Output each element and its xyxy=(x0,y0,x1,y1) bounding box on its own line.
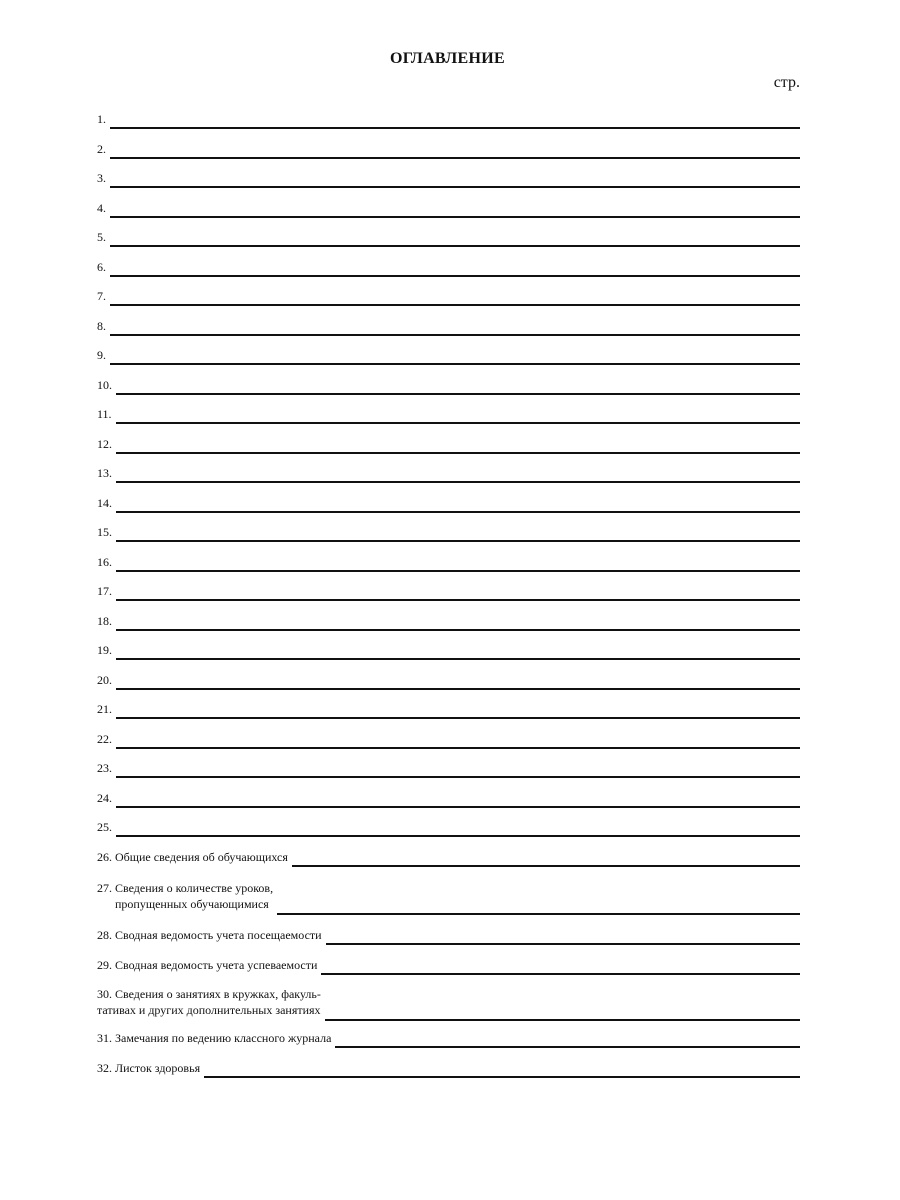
section-title: 31. Замечания по ведению классного журнала xyxy=(97,1031,332,1045)
toc-fill-line[interactable] xyxy=(326,943,800,945)
toc-section-30 xyxy=(97,986,800,1018)
toc-fill-line[interactable] xyxy=(116,688,800,690)
toc-row xyxy=(97,555,800,569)
toc-fill-line[interactable] xyxy=(116,806,800,808)
toc-row-number: 19. xyxy=(97,643,112,657)
toc-section-31 xyxy=(97,1031,800,1045)
toc-row xyxy=(97,584,800,598)
toc-row xyxy=(97,525,800,539)
toc-fill-line[interactable] xyxy=(325,1019,800,1021)
toc-fill-line[interactable] xyxy=(116,511,800,513)
toc-fill-line[interactable] xyxy=(277,913,800,915)
toc-fill-line[interactable] xyxy=(110,363,800,365)
toc-fill-line[interactable] xyxy=(321,973,800,975)
section-title-line1: 27. Сведения о количестве уроков, xyxy=(97,881,274,895)
section-title-line2: пропущенных обучающимися xyxy=(115,897,269,911)
section-title: 28. Сводная ведомость учета посещаемости xyxy=(97,928,322,942)
toc-fill-line[interactable] xyxy=(116,393,800,395)
toc-row-number: 18. xyxy=(97,614,112,628)
toc-row-number: 5. xyxy=(97,230,106,244)
toc-section-29 xyxy=(97,958,800,972)
toc-row-number: 13. xyxy=(97,466,112,480)
toc-fill-line[interactable] xyxy=(116,717,800,719)
toc-row-number: 24. xyxy=(97,791,112,805)
toc-row xyxy=(97,230,800,244)
toc-row xyxy=(97,643,800,657)
toc-row-number: 20. xyxy=(97,673,112,687)
toc-fill-line[interactable] xyxy=(116,540,800,542)
toc-row-number: 25. xyxy=(97,820,112,834)
toc-fill-line[interactable] xyxy=(110,157,800,159)
toc-row-number: 1. xyxy=(97,112,106,126)
page-column-label: стр. xyxy=(773,74,800,91)
toc-row-number: 6. xyxy=(97,260,106,274)
toc-row-number: 9. xyxy=(97,348,106,362)
toc-fill-line[interactable] xyxy=(116,747,800,749)
toc-fill-line[interactable] xyxy=(110,275,800,277)
section-title xyxy=(97,986,325,1018)
page-title: ОГЛАВЛЕНИЕ xyxy=(390,50,505,67)
toc-row-number: 15. xyxy=(97,525,112,539)
toc-row xyxy=(97,319,800,333)
toc-row-number: 3. xyxy=(97,171,106,185)
toc-fill-line[interactable] xyxy=(116,835,800,837)
toc-row xyxy=(97,820,800,834)
toc-fill-line[interactable] xyxy=(110,216,800,218)
toc-row xyxy=(97,407,800,421)
toc-row xyxy=(97,437,800,451)
toc-section-27 xyxy=(97,880,800,912)
toc-fill-line[interactable] xyxy=(292,865,800,867)
section-title: 32. Листок здоровья xyxy=(97,1061,201,1075)
section-title-line1: 30. Сведения о занятиях в кружках, факуль- xyxy=(97,987,321,1001)
toc-fill-line[interactable] xyxy=(116,776,800,778)
toc-fill-line[interactable] xyxy=(116,658,800,660)
toc-row xyxy=(97,614,800,628)
toc-row-number: 16. xyxy=(97,555,112,569)
toc-fill-line[interactable] xyxy=(116,422,800,424)
toc-fill-line[interactable] xyxy=(116,570,800,572)
toc-row xyxy=(97,201,800,215)
toc-section-28 xyxy=(97,928,800,942)
toc-row-number: 14. xyxy=(97,496,112,510)
toc-row-number: 11. xyxy=(97,407,112,421)
toc-row-number: 4. xyxy=(97,201,106,215)
toc-fill-line[interactable] xyxy=(110,127,800,129)
toc-fill-line[interactable] xyxy=(110,304,800,306)
toc-row-number: 2. xyxy=(97,142,106,156)
toc-row xyxy=(97,791,800,805)
toc-row xyxy=(97,496,800,510)
toc-row xyxy=(97,142,800,156)
toc-fill-line[interactable] xyxy=(110,334,800,336)
toc-row xyxy=(97,732,800,746)
toc-row xyxy=(97,378,800,392)
table-of-contents xyxy=(97,0,800,1200)
toc-row xyxy=(97,260,800,274)
toc-row-number: 10. xyxy=(97,378,112,392)
toc-row xyxy=(97,761,800,775)
toc-fill-line[interactable] xyxy=(204,1076,800,1078)
toc-row xyxy=(97,348,800,362)
toc-row-number: 17. xyxy=(97,584,112,598)
section-title: 29. Сводная ведомость учета успеваемости xyxy=(97,958,318,972)
toc-section-26 xyxy=(97,850,800,864)
toc-fill-line[interactable] xyxy=(116,452,800,454)
toc-fill-line[interactable] xyxy=(110,186,800,188)
toc-section-32 xyxy=(97,1061,800,1075)
toc-row-number: 12. xyxy=(97,437,112,451)
toc-row xyxy=(97,702,800,716)
toc-row xyxy=(97,289,800,303)
toc-row xyxy=(97,466,800,480)
toc-row xyxy=(97,171,800,185)
toc-fill-line[interactable] xyxy=(110,245,800,247)
toc-row-number: 21. xyxy=(97,702,112,716)
section-title: 26. Общие сведения об обучающихся xyxy=(97,850,288,864)
toc-fill-line[interactable] xyxy=(335,1046,800,1048)
toc-fill-line[interactable] xyxy=(116,481,800,483)
toc-row xyxy=(97,673,800,687)
toc-row-number: 8. xyxy=(97,319,106,333)
toc-fill-line[interactable] xyxy=(116,629,800,631)
toc-row xyxy=(97,112,800,126)
toc-row-number: 23. xyxy=(97,761,112,775)
toc-row-number: 7. xyxy=(97,289,106,303)
toc-row-number: 22. xyxy=(97,732,112,746)
section-title-line2: тативах и других дополнительных занятиях xyxy=(97,1003,321,1017)
toc-fill-line[interactable] xyxy=(116,599,800,601)
section-title xyxy=(97,880,277,912)
